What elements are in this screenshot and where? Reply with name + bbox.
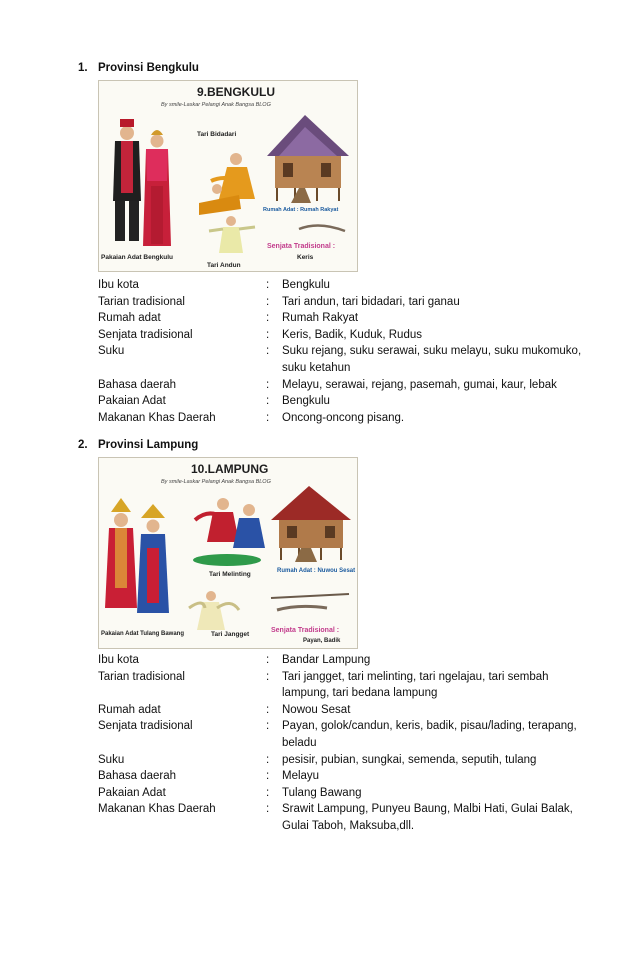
man-figure-icon: [113, 119, 141, 241]
traditional-house-icon: [271, 486, 351, 562]
table-row: Makanan Khas Daerah : Srawit Lampung, Punyeu Baung, Malbi Hati, Gulai Balak, Gulai Taboh, Maksuba,dll.: [98, 803, 573, 832]
svg-text:Keris: Keris: [297, 254, 314, 261]
svg-text:Tari Bidadari: Tari Bidadari: [197, 131, 237, 138]
table-row: Tarian tradisional : Tari jangget, tari melinting, tari ngelajau, tari sembah lampung, tari bedana lampung: [98, 670, 549, 700]
keris-icon: [299, 225, 345, 231]
table-row: Suku : pesisir, pubian, sungkai, semenda, seputih, tulang: [98, 753, 537, 766]
table-row: Tarian tradisional : Tari andun, tari bidadari, tari ganau: [98, 295, 460, 308]
badik-icon: [277, 606, 327, 610]
traditional-house-icon: [267, 115, 349, 203]
woman-figure-icon: [143, 130, 171, 246]
svg-text:Senjata Tradisional :: Senjata Tradisional :: [267, 243, 336, 250]
table-row: Suku : Suku rejang, suku serawai, suku melayu, suku mukomuko, suku ketahun: [98, 345, 582, 374]
dancer-figure-icon: [193, 498, 265, 566]
couple-figure-icon: [105, 498, 169, 613]
svg-text:Senjata Tradisional :: Senjata Tradisional :: [271, 627, 340, 634]
dancer-figure-icon: [199, 153, 255, 215]
poster-heading: 10.LAMPUNG: [191, 462, 269, 476]
section-title-bengkulu: 1. Provinsi Bengkulu: [78, 62, 199, 74]
dancer-2-figure-icon: [189, 591, 239, 630]
table-row: Makanan Khas Daerah : Oncong-oncong pisang.: [98, 411, 405, 424]
payan-icon: [271, 594, 349, 598]
table-row: Pakaian Adat : Tulang Bawang: [98, 786, 362, 799]
svg-text:Payan, Badik: Payan, Badik: [303, 638, 341, 644]
table-row: Rumah adat : Nowou Sesat: [98, 703, 351, 716]
table-row: Pakaian Adat : Bengkulu: [98, 395, 330, 408]
svg-text:Pakaian Adat Bengkulu: Pakaian Adat Bengkulu: [101, 254, 173, 261]
svg-text:Pakaian Adat Tulang Bawang: Pakaian Adat Tulang Bawang: [101, 631, 185, 637]
svg-text:Rumah Adat : Rumah Rakyat: Rumah Adat : Rumah Rakyat: [263, 207, 339, 213]
table-row: Senjata tradisional : Keris, Badik, Kuduk, Rudus: [98, 328, 422, 341]
svg-text:Tari Jangget: Tari Jangget: [211, 631, 250, 638]
table-row: Bahasa daerah : Melayu, serawai, rejang, pasemah, gumai, kaur, lebak: [98, 378, 557, 391]
poster-byline: By smile-Laskar Pelangi Anak Bangsa BLOG: [161, 102, 271, 108]
lampung-illustration: [99, 458, 357, 648]
table-row: Senjata tradisional : Payan, golok/candun, keris, badik, pisau/lading, terapang, beladu: [98, 720, 577, 749]
info-table-bengkulu: [98, 277, 588, 426]
svg-text:Tari Melinting: Tari Melinting: [209, 571, 251, 578]
svg-text:Rumah Adat : Nuwou Sesat: Rumah Adat : Nuwou Sesat: [277, 568, 356, 574]
poster-bengkulu: [98, 80, 358, 272]
section-title-lampung: 2. Provinsi Lampung: [78, 439, 199, 451]
poster-lampung: [98, 457, 358, 649]
table-row: Rumah adat : Rumah Rakyat: [98, 312, 359, 325]
svg-text:Tari Andun: Tari Andun: [207, 262, 241, 269]
poster-heading: 9.BENGKULU: [197, 85, 276, 99]
poster-byline: By smile-Laskar Pelangi Anak Bangsa BLOG: [161, 479, 271, 485]
info-table-lampung: [98, 652, 588, 835]
table-row: Bahasa daerah : Melayu: [98, 770, 320, 783]
table-row: Ibu kota : Bengkulu: [98, 279, 330, 291]
bengkulu-illustration: [99, 81, 357, 271]
table-row: Ibu kota : Bandar Lampung: [98, 654, 371, 666]
dancer-2-figure-icon: [209, 216, 255, 253]
